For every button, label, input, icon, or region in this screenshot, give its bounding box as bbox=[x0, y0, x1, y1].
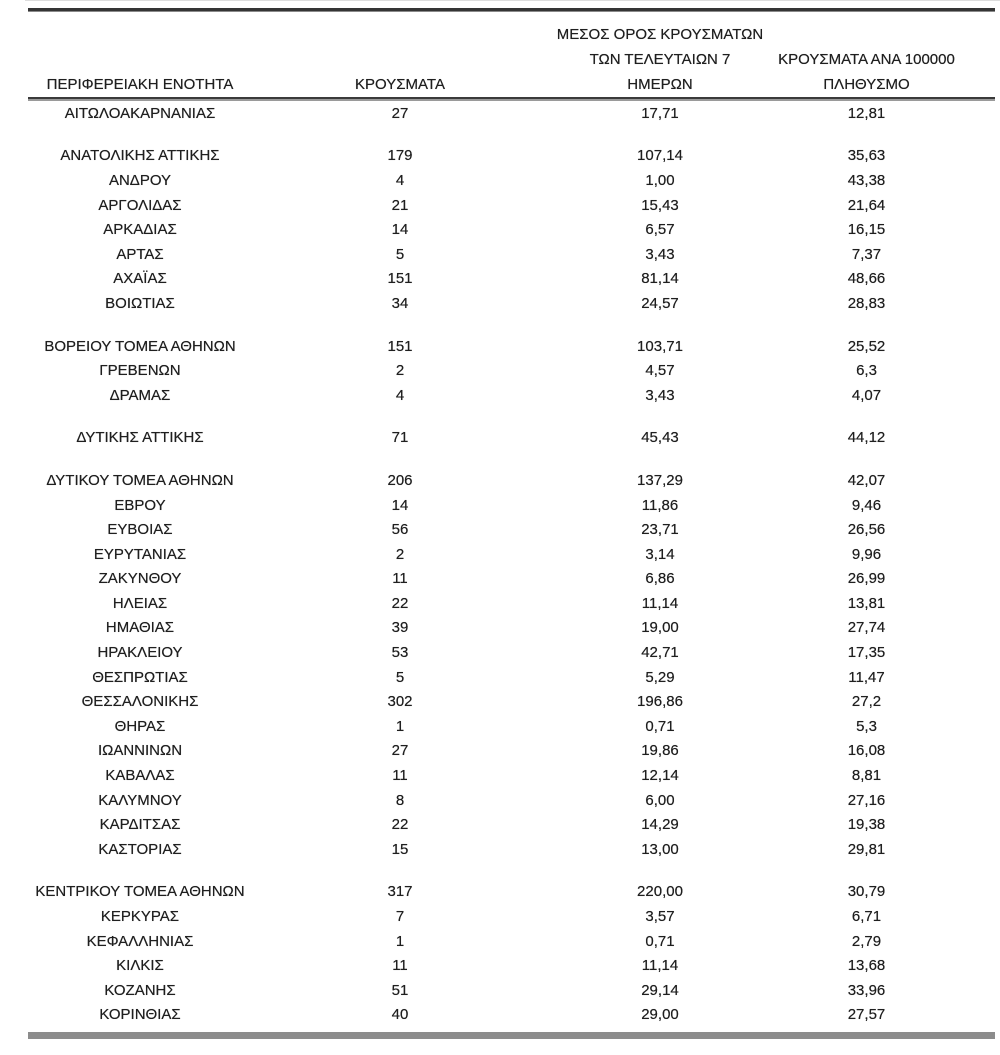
cell-per100k: 12,81 bbox=[847, 104, 886, 122]
cell-per100k: 9,96 bbox=[851, 545, 882, 563]
cases-table bbox=[28, 8, 995, 1039]
cell-avg7: 23,71 bbox=[641, 521, 679, 539]
cell-avg7: 24,57 bbox=[641, 294, 679, 312]
cell-cases: 5 bbox=[395, 245, 405, 263]
cell-cases: 7 bbox=[395, 908, 405, 926]
cell-avg7: 107,14 bbox=[637, 147, 683, 165]
cell-avg7: 3,43 bbox=[645, 386, 675, 404]
cell-cases: 22 bbox=[391, 816, 409, 834]
table-row bbox=[28, 542, 995, 567]
cell-per100k: 27,74 bbox=[847, 619, 886, 637]
table-body bbox=[28, 101, 995, 1027]
cell-region: ΓΡΕΒΕΝΩΝ bbox=[99, 362, 181, 380]
cell-avg7: 19,86 bbox=[641, 742, 679, 760]
cell-region: ΚΟΡΙΝΘΙΑΣ bbox=[99, 1006, 181, 1024]
table-row bbox=[28, 812, 995, 837]
cell-region: ΑΡΚΑΔΙΑΣ bbox=[103, 221, 177, 239]
cell-avg7: 81,14 bbox=[641, 270, 679, 288]
cell-cases: 27 bbox=[391, 742, 409, 760]
group-gap bbox=[28, 862, 995, 880]
cell-cases: 14 bbox=[391, 496, 409, 514]
table-row bbox=[28, 517, 995, 542]
table-row bbox=[28, 144, 995, 169]
cell-cases: 8 bbox=[395, 791, 405, 809]
cell-region: ΑΡΓΟΛΙΔΑΣ bbox=[98, 196, 182, 214]
table-row bbox=[28, 788, 995, 813]
cell-region: ΑΙΤΩΛΟΑΚΑΡΝΑΝΙΑΣ bbox=[64, 104, 216, 122]
header-avg7 bbox=[548, 22, 772, 97]
cell-region: ΔΡΑΜΑΣ bbox=[109, 386, 171, 404]
cell-region: ΗΛΕΙΑΣ bbox=[112, 594, 168, 612]
cell-per100k: 30,79 bbox=[847, 883, 886, 901]
header-region-label: ΠΕΡΙΦΕΡΕΙΑΚΗ ΕΝΟΤΗΤΑ bbox=[46, 76, 234, 93]
cell-per100k: 5,3 bbox=[856, 717, 877, 735]
table-row bbox=[28, 929, 995, 954]
cell-avg7: 45,43 bbox=[641, 429, 679, 447]
cell-avg7: 4,57 bbox=[645, 362, 675, 380]
cell-avg7: 3,57 bbox=[645, 908, 675, 926]
cell-cases: 206 bbox=[387, 471, 413, 489]
cell-avg7: 11,86 bbox=[641, 496, 679, 514]
table-row bbox=[28, 616, 995, 641]
cell-per100k: 11,47 bbox=[848, 668, 885, 686]
cell-per100k: 27,2 bbox=[851, 693, 882, 711]
header-per100k-line1: ΚΡΟΥΣΜΑΤΑ ΑΝΑ 100000 bbox=[778, 51, 955, 68]
cell-per100k: 2,79 bbox=[851, 932, 882, 950]
cell-avg7: 3,14 bbox=[645, 545, 675, 563]
cell-per100k: 33,96 bbox=[847, 981, 886, 999]
table-row bbox=[28, 640, 995, 665]
cell-avg7: 14,29 bbox=[641, 816, 679, 834]
cell-per100k: 43,38 bbox=[847, 171, 886, 189]
cell-cases: 51 bbox=[391, 981, 409, 999]
cell-region: ΕΥΡΥΤΑΝΙΑΣ bbox=[93, 545, 187, 563]
cell-region: ΑΝΑΤΟΛΙΚΗΣ ΑΤΤΙΚΗΣ bbox=[60, 147, 220, 165]
cell-region: ΚΑΒΑΛΑΣ bbox=[105, 767, 175, 785]
cell-avg7: 11,14 bbox=[641, 957, 679, 975]
cell-region: ΚΟΖΑΝΗΣ bbox=[104, 981, 176, 999]
cell-per100k: 27,16 bbox=[847, 791, 886, 809]
cell-region: ΑΡΤΑΣ bbox=[116, 245, 164, 263]
cell-avg7: 13,00 bbox=[641, 840, 679, 858]
table-row bbox=[28, 904, 995, 929]
cell-per100k: 8,81 bbox=[851, 767, 882, 785]
table-row bbox=[28, 591, 995, 616]
table-bottom-rule bbox=[28, 1032, 995, 1039]
table-row bbox=[28, 291, 995, 316]
table-row bbox=[28, 714, 995, 739]
header-avg7-line2: ΤΩΝ ΤΕΛΕΥΤΑΙΩΝ 7 bbox=[589, 51, 731, 68]
cell-avg7: 29,00 bbox=[641, 1006, 679, 1024]
table-row bbox=[28, 837, 995, 862]
cell-per100k: 7,37 bbox=[851, 245, 882, 263]
cell-per100k: 42,07 bbox=[847, 471, 886, 489]
cell-avg7: 103,71 bbox=[637, 337, 683, 355]
group-gap bbox=[28, 126, 995, 144]
cell-cases: 1 bbox=[395, 717, 405, 735]
cell-cases: 40 bbox=[391, 1006, 409, 1024]
cell-cases: 1 bbox=[395, 932, 405, 950]
cell-avg7: 137,29 bbox=[637, 471, 683, 489]
cell-cases: 4 bbox=[395, 171, 405, 189]
cell-avg7: 196,86 bbox=[637, 693, 683, 711]
cell-per100k: 26,99 bbox=[847, 570, 886, 588]
cell-avg7: 42,71 bbox=[641, 644, 679, 662]
cell-per100k: 28,83 bbox=[847, 294, 886, 312]
top-hairline bbox=[25, 0, 1000, 1]
cell-region: ΕΥΒΟΙΑΣ bbox=[107, 521, 173, 539]
cell-cases: 2 bbox=[395, 362, 405, 380]
cell-cases: 11 bbox=[392, 957, 408, 975]
cell-per100k: 27,57 bbox=[847, 1006, 886, 1024]
cell-per100k: 16,08 bbox=[847, 742, 886, 760]
header-per100k bbox=[772, 47, 995, 97]
table-row bbox=[28, 493, 995, 518]
table-row bbox=[28, 739, 995, 764]
cell-cases: 15 bbox=[391, 840, 409, 858]
cell-per100k: 19,38 bbox=[847, 816, 886, 834]
cell-per100k: 9,46 bbox=[851, 496, 882, 514]
table-row bbox=[28, 217, 995, 242]
cell-per100k: 16,15 bbox=[847, 221, 886, 239]
cell-region: ΕΒΡΟΥ bbox=[114, 496, 166, 514]
cell-region: ΚΑΣΤΟΡΙΑΣ bbox=[98, 840, 182, 858]
cell-region: ΚΑΡΔΙΤΣΑΣ bbox=[99, 816, 181, 834]
cell-cases: 11 bbox=[392, 767, 408, 785]
cell-avg7: 220,00 bbox=[637, 883, 683, 901]
cell-per100k: 48,66 bbox=[847, 270, 886, 288]
table-row bbox=[28, 567, 995, 592]
cell-avg7: 19,00 bbox=[641, 619, 679, 637]
cell-per100k: 13,68 bbox=[847, 957, 886, 975]
table-row bbox=[28, 168, 995, 193]
cell-cases: 71 bbox=[391, 429, 409, 447]
cell-avg7: 6,86 bbox=[645, 570, 675, 588]
table-row bbox=[28, 468, 995, 493]
cell-region: ΚΕΦΑΛΛΗΝΙΑΣ bbox=[86, 932, 194, 950]
cell-per100k: 13,81 bbox=[847, 594, 886, 612]
table-row bbox=[28, 880, 995, 905]
cell-avg7: 15,43 bbox=[641, 196, 679, 214]
cell-region: ΘΗΡΑΣ bbox=[114, 717, 166, 735]
cell-region: ΒΟΡΕΙΟΥ ΤΟΜΕΑ ΑΘΗΝΩΝ bbox=[44, 337, 236, 355]
group-gap bbox=[28, 450, 995, 468]
header-cases bbox=[252, 72, 548, 97]
cell-cases: 39 bbox=[391, 619, 409, 637]
cell-region: ΘΕΣΠΡΩΤΙΑΣ bbox=[92, 668, 188, 686]
cell-avg7: 11,14 bbox=[641, 594, 679, 612]
cell-per100k: 44,12 bbox=[847, 429, 886, 447]
table-row bbox=[28, 978, 995, 1003]
cell-avg7: 29,14 bbox=[641, 981, 679, 999]
cell-cases: 27 bbox=[391, 104, 409, 122]
cell-region: ΔΥΤΙΚΗΣ ΑΤΤΙΚΗΣ bbox=[76, 429, 204, 447]
header-per100k-line2: ΠΛΗΘΥΣΜΟ bbox=[823, 76, 910, 93]
cell-per100k: 6,3 bbox=[856, 362, 877, 380]
cell-region: ΚΕΝΤΡΙΚΟΥ ΤΟΜΕΑ ΑΘΗΝΩΝ bbox=[35, 883, 245, 901]
table-row bbox=[28, 242, 995, 267]
cell-cases: 2 bbox=[395, 545, 405, 563]
cell-avg7: 17,71 bbox=[641, 104, 679, 122]
header-region bbox=[28, 72, 252, 97]
header-avg7-line3: ΗΜΕΡΩΝ bbox=[627, 76, 693, 93]
table-row bbox=[28, 953, 995, 978]
cell-cases: 302 bbox=[387, 693, 413, 711]
cell-avg7: 0,71 bbox=[645, 717, 675, 735]
cell-cases: 317 bbox=[387, 883, 413, 901]
cell-cases: 151 bbox=[387, 270, 413, 288]
cell-region: ΗΜΑΘΙΑΣ bbox=[105, 619, 175, 637]
group-gap bbox=[28, 408, 995, 426]
cell-cases: 179 bbox=[387, 147, 413, 165]
table-row bbox=[28, 101, 995, 126]
cell-per100k: 4,07 bbox=[851, 386, 882, 404]
header-avg7-line1: ΜΕΣΟΣ ΟΡΟΣ ΚΡΟΥΣΜΑΤΩΝ bbox=[556, 26, 764, 43]
cell-avg7: 6,00 bbox=[645, 791, 675, 809]
cell-avg7: 6,57 bbox=[645, 221, 675, 239]
cell-per100k: 26,56 bbox=[847, 521, 886, 539]
cell-region: ΗΡΑΚΛΕΙΟΥ bbox=[97, 644, 183, 662]
table-row bbox=[28, 426, 995, 451]
cell-per100k: 25,52 bbox=[847, 337, 886, 355]
cell-cases: 5 bbox=[395, 668, 405, 686]
cell-avg7: 1,00 bbox=[645, 171, 675, 189]
table-row bbox=[28, 1003, 995, 1028]
cell-cases: 11 bbox=[392, 570, 408, 588]
cell-region: ΑΧΑΪΑΣ bbox=[113, 270, 167, 288]
cell-cases: 56 bbox=[391, 521, 409, 539]
table-row bbox=[28, 665, 995, 690]
cell-avg7: 0,71 bbox=[645, 932, 675, 950]
table-row bbox=[28, 763, 995, 788]
cell-region: ΔΥΤΙΚΟΥ ΤΟΜΕΑ ΑΘΗΝΩΝ bbox=[46, 471, 234, 489]
cell-region: ΚΕΡΚΥΡΑΣ bbox=[100, 908, 180, 926]
table-row bbox=[28, 689, 995, 714]
cell-region: ΑΝΔΡΟΥ bbox=[108, 171, 172, 189]
cell-avg7: 3,43 bbox=[645, 245, 675, 263]
table-header-row bbox=[28, 12, 995, 97]
table-row bbox=[28, 193, 995, 218]
table-row bbox=[28, 358, 995, 383]
cell-cases: 21 bbox=[391, 196, 409, 214]
cell-per100k: 21,64 bbox=[847, 196, 886, 214]
cell-per100k: 17,35 bbox=[847, 644, 886, 662]
cell-per100k: 35,63 bbox=[847, 147, 886, 165]
table-row bbox=[28, 334, 995, 359]
cell-region: ΚΑΛΥΜΝΟΥ bbox=[98, 791, 182, 809]
header-cases-label: ΚΡΟΥΣΜΑΤΑ bbox=[355, 76, 445, 93]
cell-per100k: 29,81 bbox=[847, 840, 886, 858]
cell-avg7: 5,29 bbox=[645, 668, 675, 686]
cell-cases: 53 bbox=[391, 644, 409, 662]
cell-region: ΒΟΙΩΤΙΑΣ bbox=[105, 294, 175, 312]
cell-cases: 34 bbox=[391, 294, 409, 312]
cell-cases: 22 bbox=[391, 594, 409, 612]
cell-cases: 14 bbox=[391, 221, 409, 239]
table-row bbox=[28, 383, 995, 408]
cell-region: ΚΙΛΚΙΣ bbox=[116, 957, 164, 975]
cell-region: ΙΩΑΝΝΙΝΩΝ bbox=[97, 742, 183, 760]
group-gap bbox=[28, 316, 995, 334]
cell-region: ΖΑΚΥΝΘΟΥ bbox=[98, 570, 182, 588]
cell-cases: 4 bbox=[395, 386, 405, 404]
table-row bbox=[28, 267, 995, 292]
cell-cases: 151 bbox=[387, 337, 413, 355]
cell-region: ΘΕΣΣΑΛΟΝΙΚΗΣ bbox=[81, 693, 199, 711]
cell-avg7: 12,14 bbox=[641, 767, 679, 785]
cell-per100k: 6,71 bbox=[851, 908, 882, 926]
